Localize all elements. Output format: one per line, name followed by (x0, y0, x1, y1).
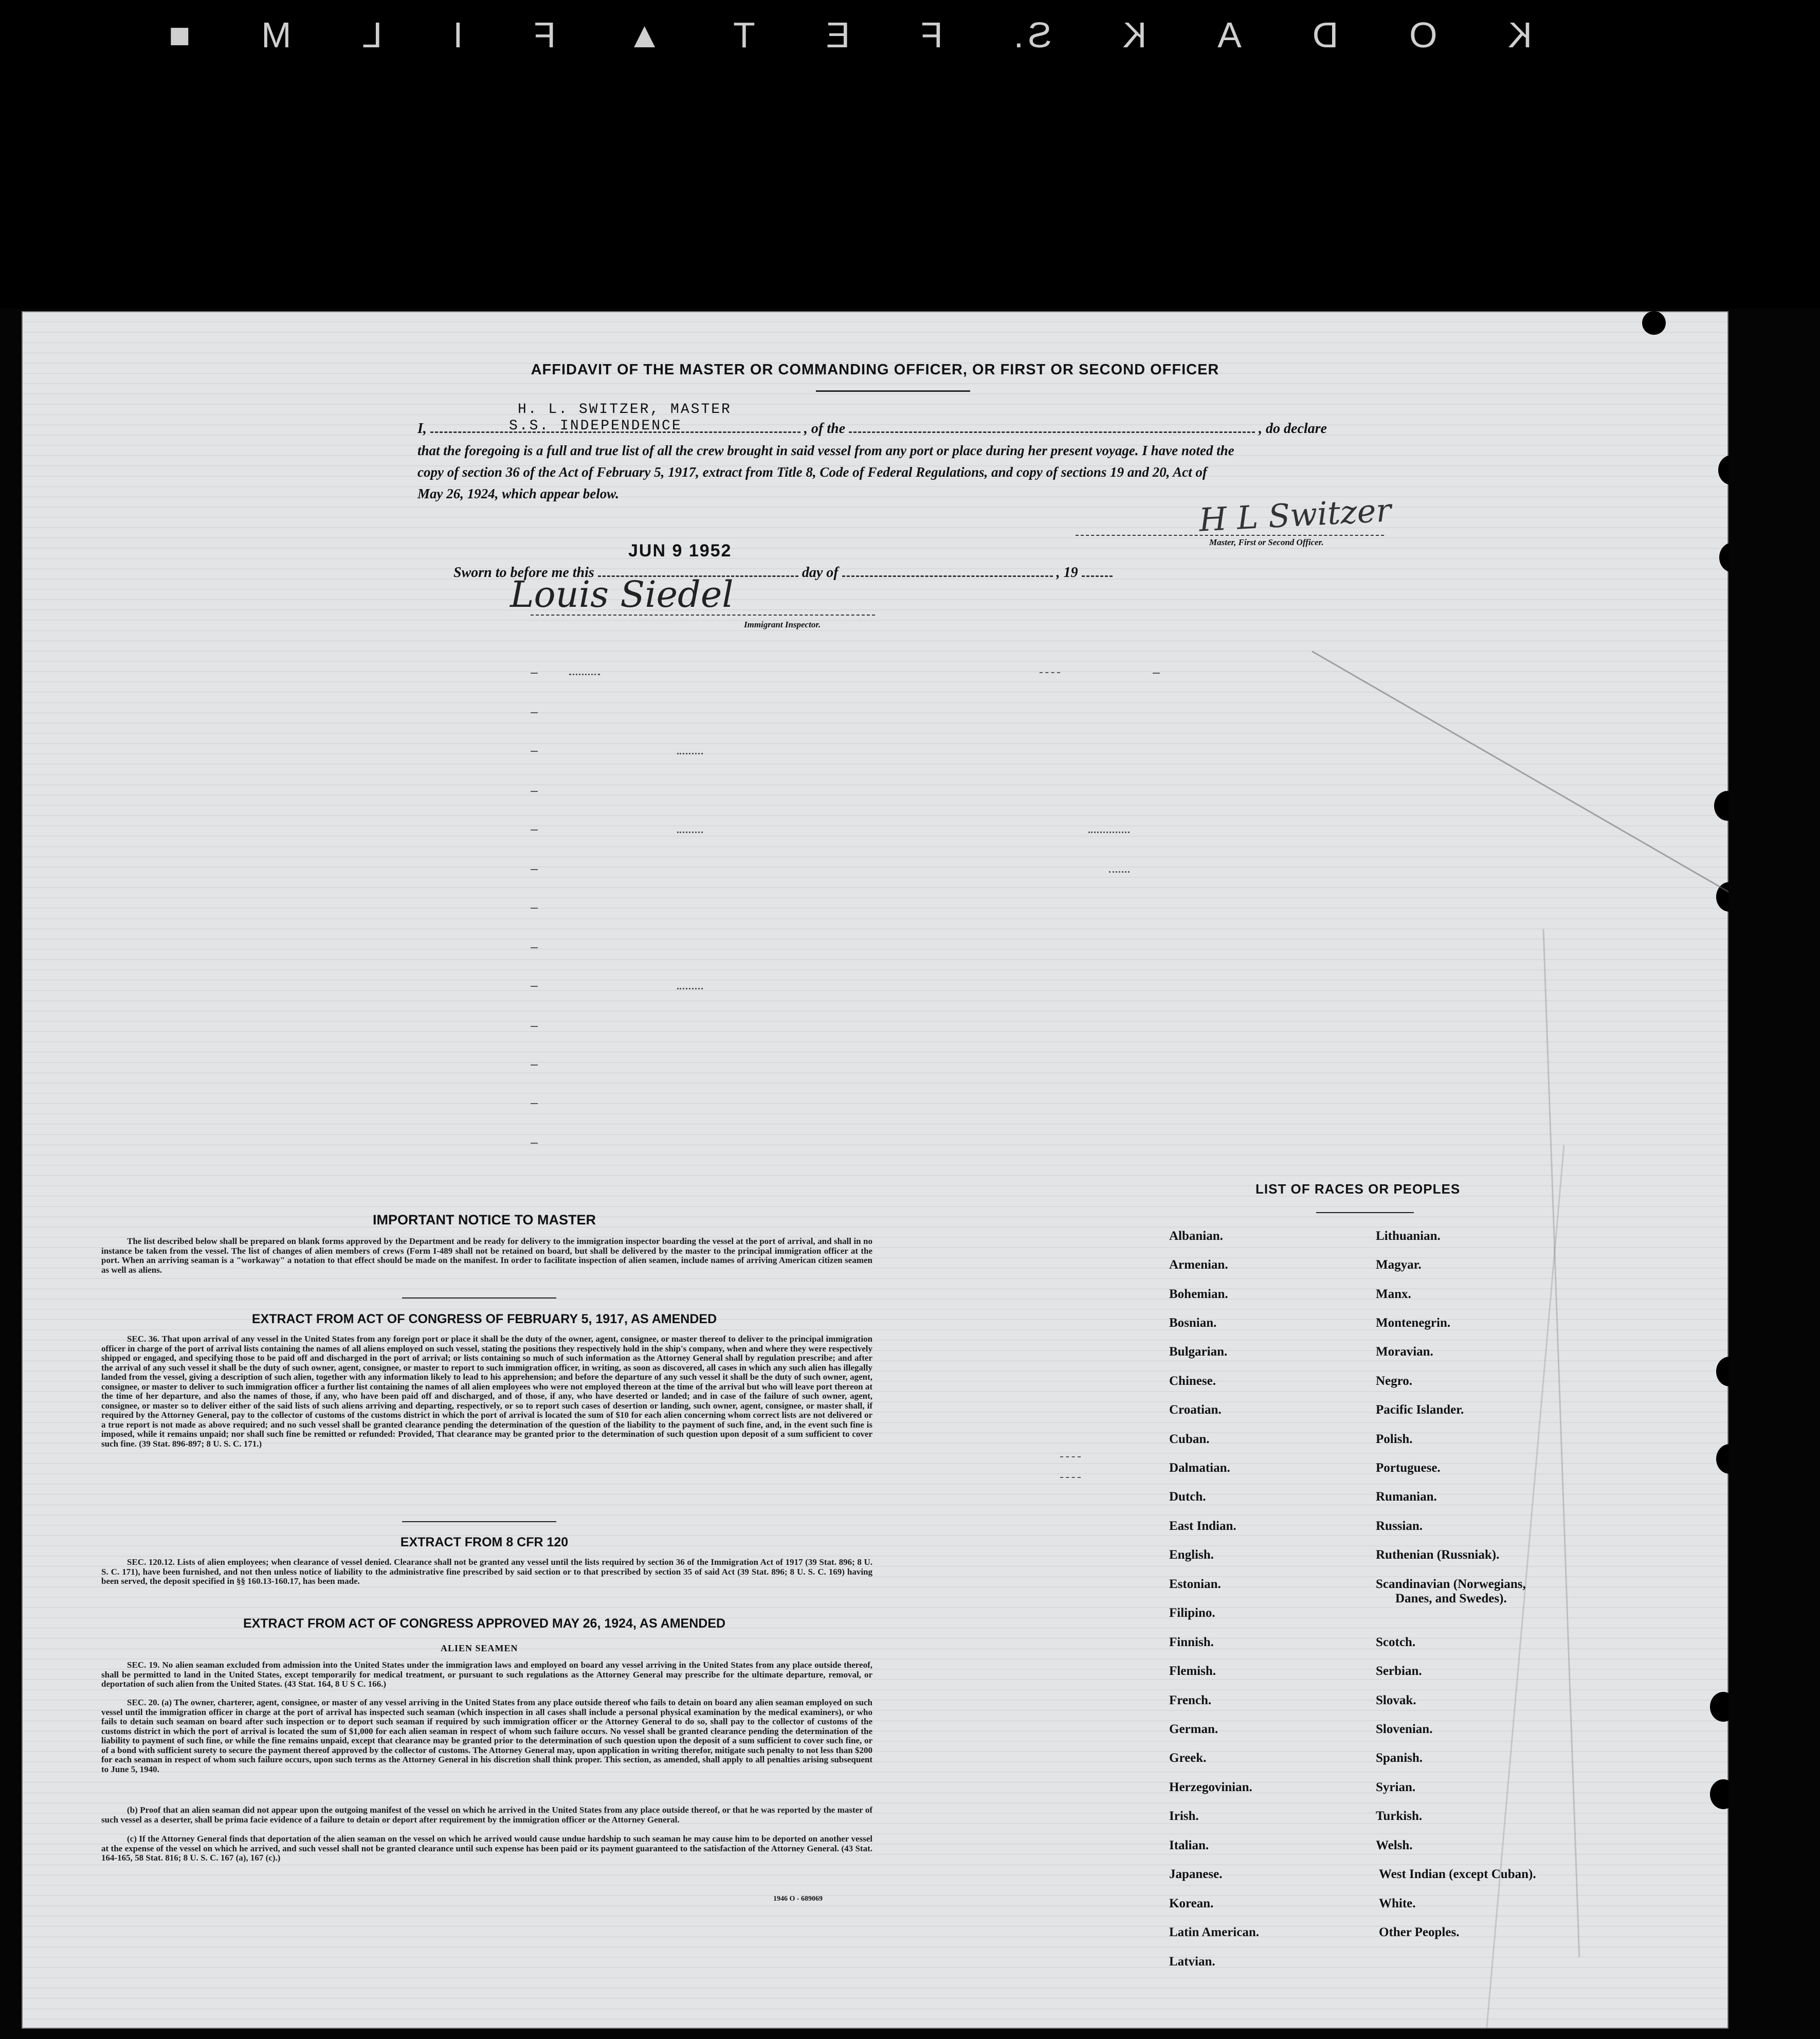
blank-mark (677, 987, 703, 989)
sworn-year: , 19 (1056, 565, 1078, 581)
race-item: Negro. (1376, 1374, 1413, 1388)
sworn-prefix: Sworn to before me this (453, 565, 594, 581)
race-item: Moravian. (1376, 1345, 1433, 1359)
race-item: Chinese. (1169, 1374, 1216, 1388)
extract-cfr-title: EXTRACT FROM 8 CFR 120 (400, 1535, 569, 1549)
blank-mark (1088, 831, 1130, 833)
race-item: Estonian. (1169, 1577, 1221, 1591)
inspector-signature-line (531, 613, 875, 616)
master-signature: H L Switzer (1198, 491, 1392, 539)
extract-1924-sec20a: SEC. 20. (a) The owner, charterer, agent, consignee, or master of any vessel arriving in the United States from any place outside thereof who fails to detain on board any alien seaman employed on such vessel until the immigration officer in charge at the port of arrival has inspected such seaman (which inspection in all cases shall include a personal physical examination by the medical examiners), or who fails to detain such seaman on board after such inspection or to deport such seaman if required by such immigration officer or the Attorney General to do so, shall pay to the collector of customs of the customs district in which the port of arrival is located the sum of $1,000 for each alien seaman in respect of whom such failure occurs. No vessel shall be granted clearance pending the determination of the liability to payment of such fine, or while the fine remains unpaid, except that clearance may be granted prior to the determination of such question upon the deposit of a sum sufficient to cover such fine, or of a bond with sufficient surety to secure the payment thereof approved by the collector of customs. The Attorney General may, upon application in writing therefor, mitigate such penalty to not less than $200 for each seaman in respect of whom such failure occurs, upon such terms as the Attorney General in his discretion shall think proper. This section, as amended, shall apply to all penalties arising subsequent to June 5, 1940. (101, 1698, 872, 1774)
race-item: Lithuanian. (1376, 1229, 1441, 1243)
film-letter: A (1213, 15, 1242, 55)
extract-1924-sec19: SEC. 19. No alien seaman excluded from admission into the United States under the immigration laws and employed on board any vessel arriving in the United States from any place outside thereof, shall be permitted to land in the United States, except temporarily for medical treatment, or pursuant to such regulations as the Attorney General may prescribe for the ultimate departure, removal, or deportation of such alien from the United States. (43 Stat. 164, 8 U S C. 166.) (101, 1660, 872, 1689)
blank-sworn-year (1082, 563, 1113, 577)
film-edge (0, 0, 1820, 309)
document-page (22, 311, 1728, 2029)
declaration-suffix: , do declare (1259, 421, 1327, 437)
punch-hole (1718, 455, 1728, 485)
extract-1924-sec20c: (c) If the Attorney General finds that deportation of the alien seaman on the vessel on which he arrived would cause undue hardship to such seaman he may cause him to be deported on another vessel at the expense of the vessel on which he arrived, and such vessel shall not be granted clearance until such expense has been paid or its payment guaranteed to the satisfaction of the Attorney General. (43 Stat. 164-165, 58 Stat. 816; 8 U. S. C. 167 (a), 167 (c).) (101, 1834, 872, 1863)
blank-mark (677, 752, 703, 754)
punch-hole (1714, 791, 1728, 821)
races-title: LIST OF RACES OR PEOPLES (1255, 1181, 1461, 1197)
blank-mark (531, 1026, 538, 1027)
declaration-of: , of the (804, 421, 846, 437)
extract-1924-subtitle: ALIEN SEAMEN (441, 1643, 518, 1653)
race-item: Welsh. (1376, 1838, 1413, 1852)
film-letter: K (1504, 15, 1532, 55)
extract-1917-body: SEC. 36. That upon arrival of any vessel in the United States from any foreign port or place it shall be the duty of the owner, agent, consignee, or master thereof to deliver to the principal immigration officer in charge of the port of arrival lists containing the names of all aliens employed on such vessel, stating the positions they respectively hold in the ship's company, when and where they were respectively shipped or engaged, and specifying those to be paid off and discharged in the port of arrival; or lists containing so much of such information as the Attorney General shall by regulation prescribe; and after the arrival of any such vessel it shall be the duty of such owner, agent, consignee, or master to report to such immigration officer, in writing, as soon as discovered, all cases in which any such alien has illegally landed from the vessel, giving a description of such alien, together with any information likely to lead to his apprehension; and before the departure of any such vessel it shall be the duty of such owner, agent, consignee, or master to deliver to such immigration officer a further list containing the names of all alien employees who were not employed thereon at the time of the arrival but who will leave port thereon at the time of her departure, and also the names of those, if any, who have been paid off and discharged, and of those, if any, who have deserted or landed; and in case of the failure of such owner, agent, consignee, or master so to deliver either of the said lists of such aliens arriving and departing, respectively, or so to report such cases of desertion or landing, such owner, agent, consignee, or master shall, if required by the Attorney General, pay to the collector of customs of the customs district in which the port of arrival is located the sum of $10 for each alien concerning whom correct lists are not delivered or a true report is not made as above required; and no such vessel shall be granted clearance pending the determination of the question of the liability to the payment of such fine, and, in the event such fine is imposed, while it remains unpaid; nor shall such fine be remitted or refunded: Provided, That clearance may be granted prior to the determination of such question upon deposit of a sum sufficient to cover such fine. (39 Stat. 896-897; 8 U. S. C. 171.) (101, 1334, 872, 1449)
race-item: Portuguese. (1376, 1461, 1441, 1475)
race-item: Syrian. (1376, 1780, 1416, 1794)
blank-name (430, 419, 800, 433)
film-glyph: ■ (165, 15, 191, 55)
inspector-signature: Louis Siedel (510, 573, 734, 616)
blank-mark (531, 1103, 538, 1104)
race-item: Flemish. (1169, 1664, 1216, 1678)
race-item: Serbian. (1376, 1664, 1422, 1678)
title-rule (816, 390, 970, 392)
blank-mark (531, 829, 538, 831)
master-signature-line (1076, 534, 1384, 536)
races-rule (1316, 1212, 1414, 1213)
blank-mark (531, 908, 538, 909)
blank-mark (1153, 673, 1160, 674)
blank-mark (569, 673, 600, 675)
declaration-line-3: copy of section 36 of the Act of February 5, 1917, extract from Title 8, Code of Federal Regulations, and copy of sections 19 and 20, Act of (417, 464, 1207, 480)
notice-title: IMPORTANT NOTICE TO MASTER (373, 1212, 596, 1228)
sworn-day: day of (802, 565, 839, 581)
blank-mark (1040, 671, 1060, 673)
blank-mark (531, 791, 538, 792)
declaration-line-4: May 26, 1924, which appear below. (417, 486, 620, 501)
punch-hole (1719, 543, 1728, 572)
blank-mark (1060, 1455, 1081, 1457)
race-item: Bohemian. (1169, 1287, 1228, 1301)
race-item: Magyar. (1376, 1258, 1422, 1272)
blank-mark (531, 751, 538, 752)
blank-mark (1060, 1476, 1081, 1478)
blank-mark (531, 947, 538, 948)
affidavit-title: AFFIDAVIT OF THE MASTER OR COMMANDING OFFICER, OR FIRST OR SECOND OFFICER (531, 362, 1220, 378)
film-edge-text (165, 14, 1532, 56)
film-letter: K (1118, 15, 1147, 55)
race-item: Greek. (1169, 1751, 1207, 1765)
pencil-streak (1312, 651, 1728, 909)
date-stamp: JUN 9 1952 (628, 541, 732, 561)
race-item: Cuban. (1169, 1432, 1210, 1446)
declaration-prefix: I, (417, 421, 427, 437)
extract-cfr-body: SEC. 120.12. Lists of alien employees; when clearance of vessel denied. Clearance shall not be granted any vessel until the lists required by section 36 of the Immigration Act of 1917 (39 Stat. 896; 8 U. S. C. 171), have been furnished, and not then unless notice of liability to the administrative fine prescribed by said section or to that prescribed by section 35 of said Act (39 Stat. 896; 8 U. S. C. 169) having been served, the deposit specified in §§ 160.13-160.17, has been made. (101, 1557, 872, 1586)
race-item: Polish. (1376, 1432, 1413, 1446)
race-item: Italian. (1169, 1838, 1209, 1852)
extract-1924-title: EXTRACT FROM ACT OF CONGRESS APPROVED MAY 26, 1924, AS AMENDED (243, 1616, 726, 1631)
film-glyph: S. (1009, 15, 1052, 55)
punch-hole (1716, 1444, 1728, 1474)
race-item: White. (1379, 1897, 1416, 1910)
extract-1917-title: EXTRACT FROM ACT OF CONGRESS OF FEBRUARY 5, 1917, AS AMENDED (251, 1312, 717, 1326)
race-item: Japanese. (1169, 1867, 1223, 1881)
race-item: Turkish. (1376, 1809, 1423, 1823)
typed-vessel-name: S.S. INDEPENDENCE (509, 418, 682, 434)
race-item: Filipino. (1169, 1606, 1215, 1620)
race-item: Latvian. (1169, 1955, 1215, 1969)
race-item: Russian. (1376, 1519, 1423, 1533)
blank-mark (531, 986, 538, 987)
race-item: Albanian. (1169, 1229, 1223, 1243)
typed-master-name: H. L. SWITZER, MASTER (518, 402, 732, 418)
punch-hole (1710, 1779, 1728, 1809)
film-glyph: ▲ (622, 15, 663, 55)
blank-mark (531, 712, 538, 713)
race-item: Other Peoples. (1379, 1925, 1460, 1939)
film-letter: M (257, 15, 292, 55)
punch-hole (1642, 311, 1666, 335)
race-item: West Indian (except Cuban). (1379, 1867, 1536, 1881)
race-item: Latin American. (1169, 1925, 1259, 1939)
inspector-signature-label: Immigrant Inspector. (744, 620, 821, 629)
declaration-line-2: that the foregoing is a full and true list of all the crew brought in said vessel from any port or place during her present voyage. I have noted the (417, 443, 1234, 458)
blank-mark (531, 869, 538, 870)
race-item: Armenian. (1169, 1258, 1228, 1272)
race-item: Slovak. (1376, 1693, 1416, 1707)
race-item-continuation: Danes, and Swedes). (1395, 1592, 1507, 1605)
race-item: English. (1169, 1548, 1214, 1562)
master-signature-label: Master, First or Second Officer. (1209, 537, 1324, 547)
race-item: Scandinavian (Norwegians, (1376, 1577, 1526, 1591)
film-letter: E (822, 15, 850, 55)
pencil-streak (1543, 929, 1580, 1957)
film-letter: O (1405, 15, 1437, 55)
race-item: Ruthenian (Russniak). (1376, 1548, 1500, 1562)
blank-vessel (849, 419, 1255, 433)
extract-1917-rule (402, 1521, 556, 1522)
race-item: Rumanian. (1376, 1490, 1437, 1504)
race-item: Dalmatian. (1169, 1461, 1230, 1475)
punch-hole (1716, 1357, 1728, 1386)
print-code: 1946 O - 689069 (773, 1895, 823, 1903)
blank-mark (1109, 870, 1130, 873)
race-item: Croatian. (1169, 1403, 1222, 1417)
race-item: German. (1169, 1722, 1218, 1736)
race-item: Bosnian. (1169, 1316, 1217, 1330)
blank-mark (531, 1064, 538, 1066)
declaration-line-1 (417, 418, 1405, 440)
punch-hole (1710, 1692, 1728, 1722)
race-item: Herzegovinian. (1169, 1780, 1252, 1794)
race-item: Dutch. (1169, 1490, 1206, 1504)
blank-mark (531, 1143, 538, 1144)
race-item: Pacific Islander. (1376, 1403, 1464, 1417)
blank-mark (531, 673, 538, 674)
film-letter: L (358, 15, 383, 55)
race-item: Slovenian. (1376, 1722, 1433, 1736)
race-item: Finnish. (1169, 1635, 1214, 1649)
film-letter: F (530, 15, 556, 55)
race-item: Korean. (1169, 1897, 1214, 1910)
blank-sworn-month (842, 563, 1053, 577)
film-letter: F (917, 15, 943, 55)
notice-rule (402, 1297, 556, 1298)
race-item: French. (1169, 1693, 1212, 1707)
notice-body: The list described below shall be prepared on blank forms approved by the Department and be ready for delivery to the immigration inspector boarding the vessel at the port of arrival, and shall in no instance be taken from the vessel. The list of changes of alien members of crews (Form I-489 shall not be retained on board, but shall be delivered by the master to the principal immigration officer at the port. When an arriving seaman is a "workaway" a notation to that effect should be made on the manifest. In order to facilitate inspection of alien seamen, include names of arriving American citizen seamen as well as aliens. (101, 1236, 872, 1275)
extract-1924-sec20b: (b) Proof that an alien seaman did not appear upon the outgoing manifest of the vessel on which he arrived in the United States from any place outside thereof, or that he was reported by the master of such vessel as a deserter, shall be prima facie evidence of a failure to detain or deport after requirement by the immigration officer or the Attorney General. (101, 1805, 872, 1825)
race-item: Scotch. (1376, 1635, 1416, 1649)
race-item: Manx. (1376, 1287, 1411, 1301)
race-item: Bulgarian. (1169, 1345, 1228, 1359)
race-item: East Indian. (1169, 1519, 1236, 1533)
film-letter: T (729, 15, 755, 55)
race-item: Spanish. (1376, 1751, 1423, 1765)
film-letter: D (1308, 15, 1339, 55)
blank-mark (677, 831, 703, 833)
film-letter: I (449, 15, 463, 55)
race-item: Irish. (1169, 1809, 1199, 1823)
race-item: Montenegrin. (1376, 1316, 1451, 1330)
